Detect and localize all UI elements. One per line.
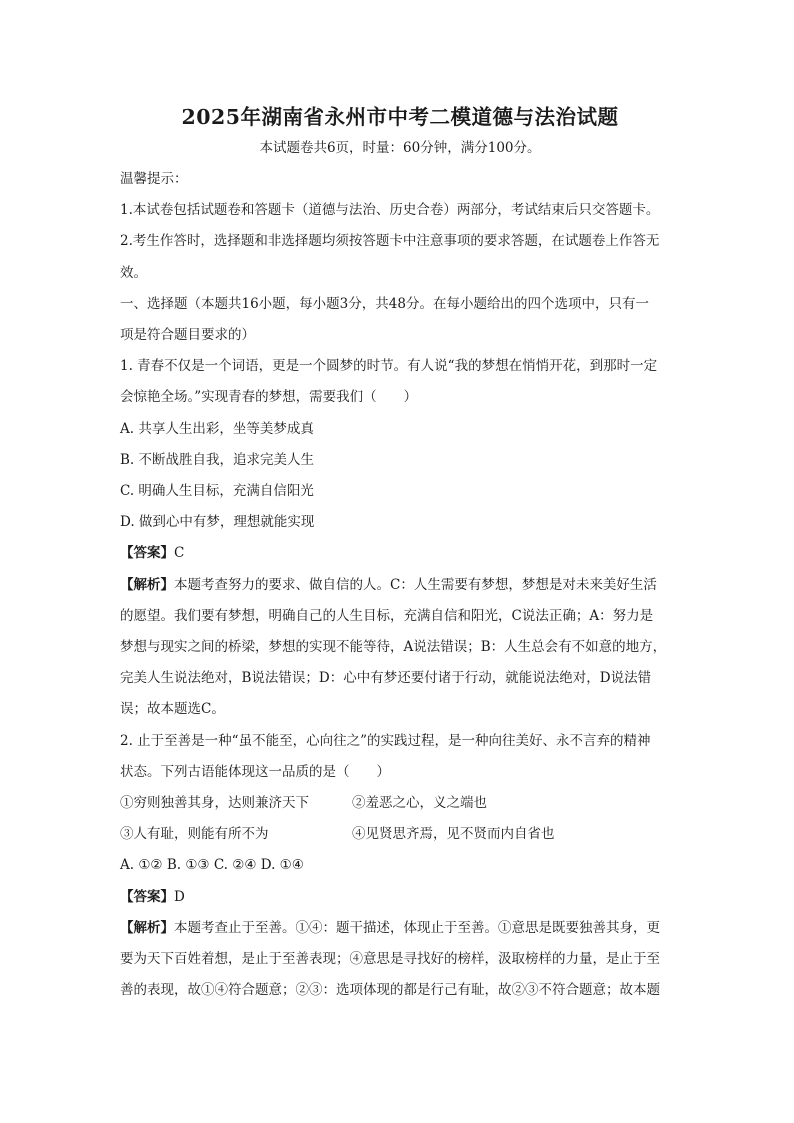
analysis-line xyxy=(120,913,680,944)
analysis-text: 本题考查止于至善。①④：题干描述，体现止于至善。①意思是既要独善其身，更 xyxy=(174,919,660,936)
option-d: D. 做到心中有梦，理想就能实现 xyxy=(120,514,315,531)
question-stem: 会惊艳全场。”实现青春的梦想，需要我们（ ） xyxy=(120,389,418,406)
section-heading: 项是符合题目要求的） xyxy=(120,327,255,344)
analysis-line: 善的表现，故①④符合题意；②③：选项体现的都是行己有耻，故②③不符合题意；故本题 xyxy=(120,982,660,999)
analysis-tag: 【解析】 xyxy=(120,919,174,936)
analysis-line: 完美人生说法绝对，B说法错误；D：心中有梦还要付诸于行动，就能说法绝对，D说法错 xyxy=(120,670,652,687)
analysis-line: 的愿望。我们要有梦想，明确自己的人生目标，充满自信和阳光，C说法正确；A：努力是 xyxy=(120,607,654,624)
analysis-line: 误；故本题选C。 xyxy=(120,701,225,718)
statement-item: ③人有耻，则能有所不为 xyxy=(120,826,269,843)
statement-item: ①穷则独善其身，达则兼济天下 xyxy=(120,795,309,812)
question-stem: 1. 青春不仅是一个词语，更是一个圆梦的时节。有人说“我的梦想在悄悄开花，到那时一定 xyxy=(120,358,658,375)
analysis-tag: 【解析】 xyxy=(120,576,174,593)
analysis-line: 要为天下百姓着想，是止于至善表现；④意思是寻找好的榜样，汲取榜样的力量，是止于至 xyxy=(120,951,660,968)
choice-line: A. ①② B. ①③ C. ②④ D. ①④ xyxy=(120,857,304,874)
answer-line xyxy=(120,538,680,569)
option-c: C. 明确人生目标，充满自信阳光 xyxy=(120,483,314,500)
option-b: B. 不断战胜自我，追求完美人生 xyxy=(120,451,315,468)
exam-info: 本试题卷共6页，时量：60分钟，满分100分。 xyxy=(259,140,541,156)
tip-line: 效。 xyxy=(120,264,147,281)
analysis-line: 梦想与现实之间的桥梁，梦想的实现不能等待，A说法错误；B：人生总会有不如意的地方， xyxy=(120,639,667,656)
tip-title: 温馨提示： xyxy=(120,171,188,187)
statement-item: ②羞恶之心，义之端也 xyxy=(352,795,487,812)
answer-line xyxy=(120,882,680,913)
statement-row xyxy=(120,788,680,819)
answer-value: C xyxy=(174,545,185,562)
question-stem: 状态。下列古语能体现这一品质的是（ ） xyxy=(120,763,390,780)
statement-row xyxy=(120,819,680,850)
document-content xyxy=(120,102,680,1006)
tip-line: 2.考生作答时，选择题和非选择题均须按答题卡中注意事项的要求答题，在试题卷上作答无 xyxy=(120,233,660,250)
section-heading: 一、选择题（本题共16小题，每小题3分，共48分。在每小题给出的四个选项中，只有一 xyxy=(120,295,649,312)
answer-tag: 【答案】 xyxy=(120,888,174,905)
option-a: A. 共享人生出彩，坐等美梦成真 xyxy=(120,420,314,437)
answer-tag: 【答案】 xyxy=(120,545,174,562)
analysis-text: 本题考查努力的要求、做自信的人。C：人生需要有梦想，梦想是对未来美好生活 xyxy=(174,576,657,593)
page-title: 2025年湖南省永州市中考二模道德与法治试题 xyxy=(181,105,619,129)
statement-item: ④见贤思齐焉，见不贤而内自省也 xyxy=(352,826,555,843)
analysis-line xyxy=(120,570,680,601)
question-stem: 2. 止于至善是一种“虽不能至，心向往之”的实践过程，是一种向往美好、永不言弃的精神 xyxy=(120,732,651,749)
tip-line: 1.本试卷包括试题卷和答题卡（道德与法治、历史合卷）两部分，考试结束后只交答题卡。 xyxy=(120,202,660,219)
answer-value: D xyxy=(174,888,185,905)
